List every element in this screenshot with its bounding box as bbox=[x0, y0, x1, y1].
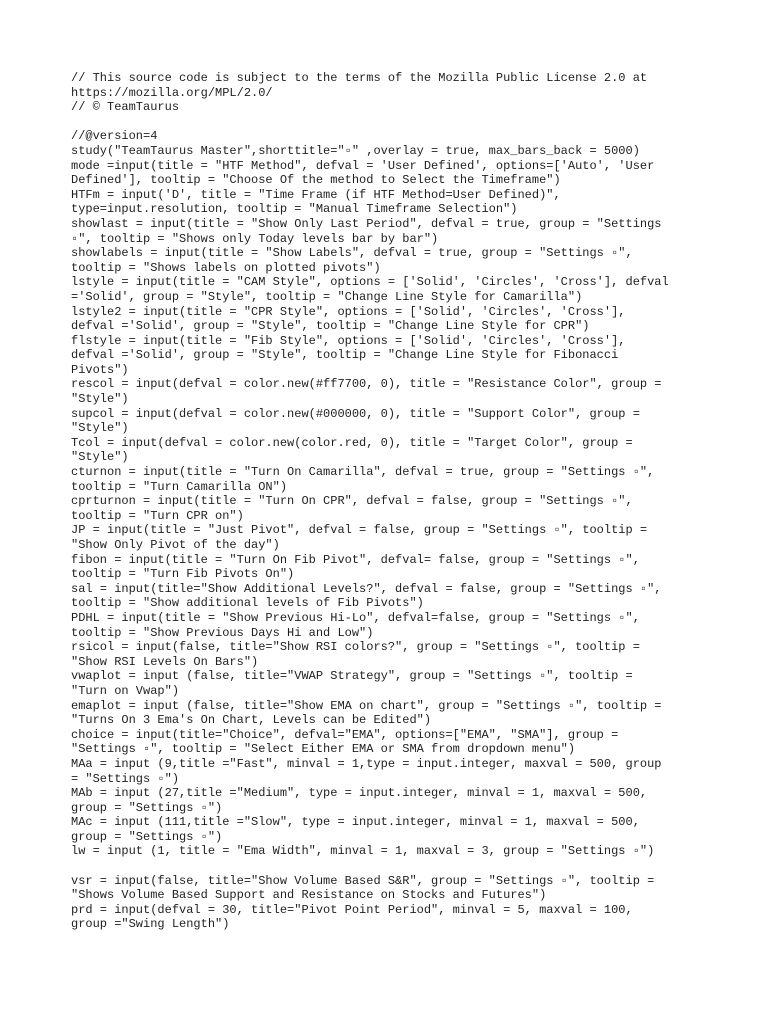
code-line: showlabels = input(title = "Show Labels", defval = true, group = "Settings ▫", bbox=[71, 246, 633, 261]
code-line: defval ='Solid', group = "Style", tooltip = "Change Line Style for Fibonacci bbox=[71, 348, 619, 363]
code-line: PDHL = input(title = "Show Previous Hi-Lo", defval=false, group = "Settings ▫", bbox=[71, 610, 640, 625]
code-line: group = "Settings ▫") bbox=[71, 800, 223, 815]
code-line: //@version=4 bbox=[71, 129, 158, 144]
code-line: MAb = input (27,title ="Medium", type = input.integer, minval = 1, maxval = 500, bbox=[71, 786, 648, 801]
code-line: tooltip = "Turn Fib Pivots On") bbox=[71, 567, 295, 582]
code-line: rsicol = input(false, title="Show RSI colors?", group = "Settings ▫", tooltip = bbox=[71, 640, 640, 655]
code-line: "Turns On 3 Ema's On Chart, Levels can be Edited") bbox=[71, 713, 432, 728]
blank-line bbox=[71, 115, 711, 130]
code-line: emaplot = input (false, title="Show EMA on chart", group = "Settings ▫", tooltip = bbox=[71, 698, 662, 713]
code-line: rescol = input(defval = color.new(#ff7700, 0), title = "Resistance Color", group = bbox=[71, 377, 662, 392]
code-line: vwaplot = input (false, title="VWAP Strategy", group = "Settings ▫", tooltip = bbox=[71, 669, 633, 684]
code-line: group = "Settings ▫") bbox=[71, 829, 223, 844]
code-line: supcol = input(defval = color.new(#000000, 0), title = "Support Color", group = bbox=[71, 406, 640, 421]
code-line: Defined'], tooltip = "Choose Of the method to Select the Timeframe") bbox=[71, 173, 561, 188]
code-listing bbox=[71, 71, 711, 932]
code-line: lstyle2 = input(title = "CPR Style", options = ['Solid', 'Circles', 'Cross'], bbox=[71, 304, 626, 319]
code-line: tooltip = "Show Previous Days Hi and Low") bbox=[71, 625, 374, 640]
code-line: ='Solid', group = "Style", tooltip = "Change Line Style for Camarilla") bbox=[71, 289, 583, 304]
code-line: "Turn on Vwap") bbox=[71, 683, 180, 698]
code-line: "Style") bbox=[71, 421, 129, 436]
code-line: // This source code is subject to the terms of the Mozilla Public License 2.0 at bbox=[71, 71, 648, 85]
code-line: tooltip = "Turn CPR on") bbox=[71, 508, 244, 523]
code-line: showlast = input(title = "Show Only Last Period", defval = true, group = "Settings bbox=[71, 216, 662, 231]
code-line: MAc = input (111,title ="Slow", type = input.integer, minval = 1, maxval = 500, bbox=[71, 815, 640, 830]
code-line: tooltip = "Shows labels on plotted pivots") bbox=[71, 260, 381, 275]
code-line: vsr = input(false, title="Show Volume Based S&R", group = "Settings ▫", tooltip = bbox=[71, 873, 655, 888]
code-line: // © TeamTaurus bbox=[71, 100, 180, 115]
code-line: "Settings ▫", tooltip = "Select Either EMA or SMA from dropdown menu") bbox=[71, 742, 576, 757]
code-line: "Style") bbox=[71, 392, 129, 407]
code-line: "Style") bbox=[71, 450, 129, 465]
code-line: "Show Only Pivot of the day") bbox=[71, 538, 280, 552]
code-line: flstyle = input(title = "Fib Style", options = ['Solid', 'Circles', 'Cross'], bbox=[71, 333, 626, 348]
code-line: Tcol = input(defval = color.new(color.red, 0), title = "Target Color", group = bbox=[71, 435, 633, 450]
code-line: tooltip = "Show additional levels of Fib Pivots") bbox=[71, 596, 424, 611]
code-line: https://mozilla.org/MPL/2.0/ bbox=[71, 85, 273, 100]
code-line: type=input.resolution, tooltip = "Manual Timeframe Selection") bbox=[71, 202, 518, 217]
code-line: group ="Swing Length") bbox=[71, 917, 230, 932]
blank-line bbox=[71, 859, 711, 874]
code-line: cturnon = input(title = "Turn On Camarilla", defval = true, group = "Settings ▫", bbox=[71, 465, 655, 480]
code-line: study("TeamTaurus Master",shorttitle="▫" ,overlay = true, max_bars_back = 5000) bbox=[71, 143, 640, 158]
code-line: ▫", tooltip = "Shows only Today levels bar by bar") bbox=[71, 231, 439, 246]
code-line: defval ='Solid', group = "Style", tooltip = "Change Line Style for CPR") bbox=[71, 319, 590, 334]
code-line: Pivots") bbox=[71, 362, 129, 377]
code-line: lstyle = input(title = "CAM Style", options = ['Solid', 'Circles', 'Cross'], defval bbox=[71, 275, 669, 290]
code-line: = "Settings ▫") bbox=[71, 771, 180, 786]
code-line: JP = input(title = "Just Pivot", defval = false, group = "Settings ▫", tooltip = bbox=[71, 523, 648, 538]
code-line: sal = input(title="Show Additional Levels?", defval = false, group = "Settings ▫", bbox=[71, 581, 662, 596]
code-line: mode =input(title = "HTF Method", defval = 'User Defined', options=['Auto', 'User bbox=[71, 158, 655, 173]
code-line: fibon = input(title = "Turn On Fib Pivot", defval= false, group = "Settings ▫", bbox=[71, 552, 640, 567]
code-line: "Shows Volume Based Support and Resistance on Stocks and Futures") bbox=[71, 888, 547, 903]
code-line: tooltip = "Turn Camarilla ON") bbox=[71, 479, 288, 494]
code-line: prd = input(defval = 30, title="Pivot Point Period", minval = 5, maxval = 100, bbox=[71, 902, 633, 917]
code-line: lw = input (1, title = "Ema Width", minval = 1, maxval = 3, group = "Settings ▫") bbox=[71, 844, 655, 859]
code-line: cprturnon = input(title = "Turn On CPR", defval = false, group = "Settings ▫", bbox=[71, 494, 633, 509]
code-line: choice = input(title="Choice", defval="EMA", options=["EMA", "SMA"], group = bbox=[71, 727, 619, 742]
code-line: HTFm = input('D', title = "Time Frame (if HTF Method=User Defined)", bbox=[71, 187, 561, 202]
code-line: "Show RSI Levels On Bars") bbox=[71, 654, 259, 669]
code-line: MAa = input (9,title ="Fast", minval = 1,type = input.integer, maxval = 500, group bbox=[71, 756, 662, 771]
